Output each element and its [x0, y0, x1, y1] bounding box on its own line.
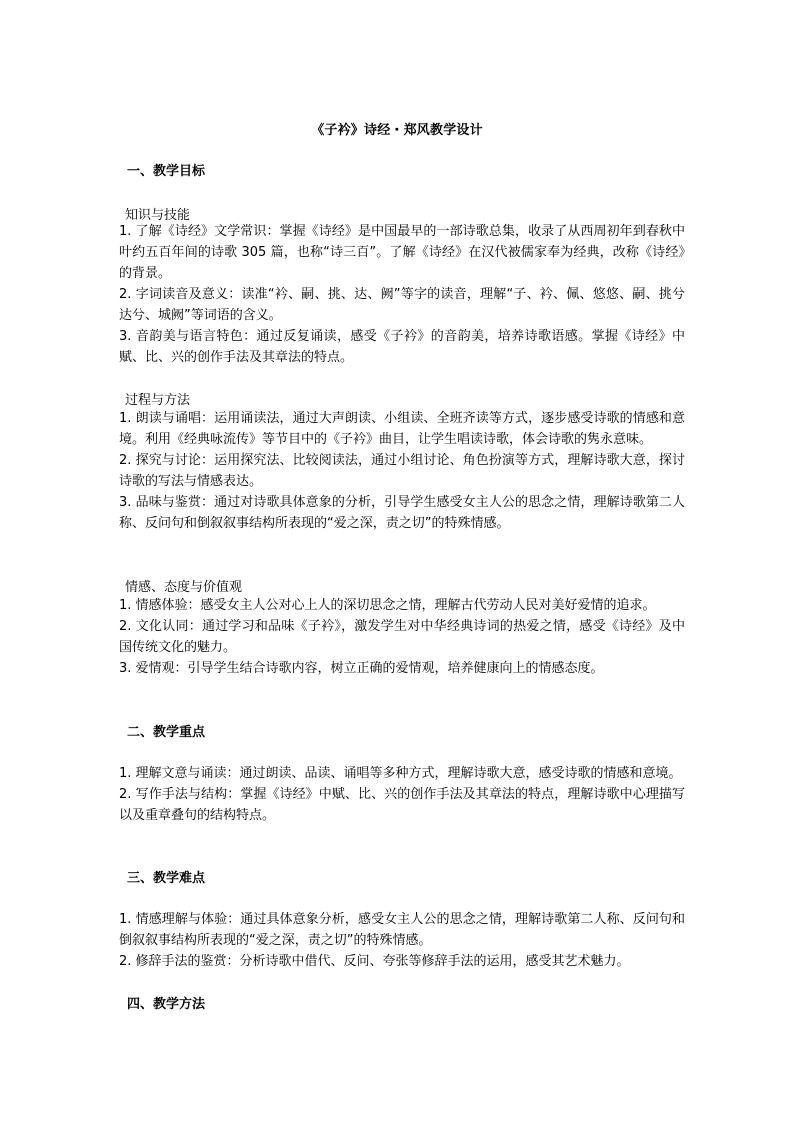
document-title: 《子衿》诗经・郑风教学设计 [311, 123, 483, 138]
subheading-emotion: 情感、态度与价值观 [125, 580, 243, 595]
subheading-process: 过程与方法 [125, 393, 191, 408]
emotion-list [119, 595, 685, 679]
difficulties-list [119, 909, 685, 972]
process-item: 2. 探究与讨论：运用探究法、比较阅读法，通过小组讨论、角色扮演等方式，理解诗歌大意，探讨诗歌的写法与情感表达。 [119, 453, 685, 489]
knowledge-item: 2. 字词读音及意义：读准“衿、嗣、挑、达、阙”等字的读音，理解“子、衿、佩、悠悠、嗣、挑兮达兮、城阙”等词语的含义。 [119, 287, 685, 323]
section-heading-methods: 四、教学方法 [127, 997, 206, 1012]
keypoint-item: 2. 写作手法与结构：掌握《诗经》中赋、比、兴的创作手法及其章法的特点，理解诗歌中心理描写以及重章叠句的结构特点。 [119, 787, 685, 823]
process-list [119, 408, 685, 534]
section-heading-keypoints: 二、教学重点 [127, 725, 206, 740]
section-heading-goals: 一、教学目标 [127, 164, 206, 179]
emotion-item: 3. 爱情观：引导学生结合诗歌内容，树立正确的爱情观，培养健康向上的情感态度。 [119, 661, 604, 676]
knowledge-list [119, 221, 685, 368]
difficulty-item: 2. 修辞手法的鉴赏：分析诗歌中借代、反问、夸张等修辞手法的运用，感受其艺术魅力。 [119, 954, 630, 969]
section-heading-difficulties: 三、教学难点 [127, 871, 206, 886]
process-item: 1. 朗读与诵唱：运用诵读法，通过大声朗读、小组读、全班齐读等方式，逐步感受诗歌的情感和意境。利用《经典咏流传》等节目中的《子衿》曲目，让学生唱读诗歌，体会诗歌的隽永意味。 [119, 411, 685, 447]
difficulty-item: 1. 情感理解与体验：通过具体意象分析，感受女主人公的思念之情，理解诗歌第二人称、反问句和倒叙叙事结构所表现的“爱之深，责之切”的特殊情感。 [119, 912, 685, 948]
subheading-knowledge: 知识与技能 [125, 208, 191, 223]
knowledge-item: 1. 了解《诗经》文学常识：掌握《诗经》是中国最早的一部诗歌总集，收录了从西周初年到春秋中叶约五百年间的诗歌 305 篇，也称“诗三百”。了解《诗经》在汉代被儒家奉为经典，改称《诗经》的背景。 [119, 224, 685, 281]
emotion-item: 1. 情感体验：感受女主人公对心上人的深切思念之情，理解古代劳动人民对美好爱情的追求。 [119, 598, 656, 613]
emotion-item: 2. 文化认同：通过学习和品味《子衿》，激发学生对中华经典诗词的热爱之情，感受《诗经》及中国传统文化的魅力。 [119, 619, 685, 655]
keypoint-item: 1. 理解文意与诵读：通过朗读、品读、诵唱等多种方式，理解诗歌大意，感受诗歌的情感和意境。 [119, 766, 682, 781]
knowledge-item: 3. 音韵美与语言特色：通过反复诵读，感受《子衿》的音韵美，培养诗歌语感。掌握《诗经》中赋、比、兴的创作手法及其章法的特点。 [119, 329, 685, 365]
process-item: 3. 品味与鉴赏：通过对诗歌具体意象的分析，引导学生感受女主人公的思念之情，理解诗歌第二人称、反问句和倒叙叙事结构所表现的“爱之深，责之切”的特殊情感。 [119, 495, 685, 531]
keypoints-list [119, 763, 685, 826]
